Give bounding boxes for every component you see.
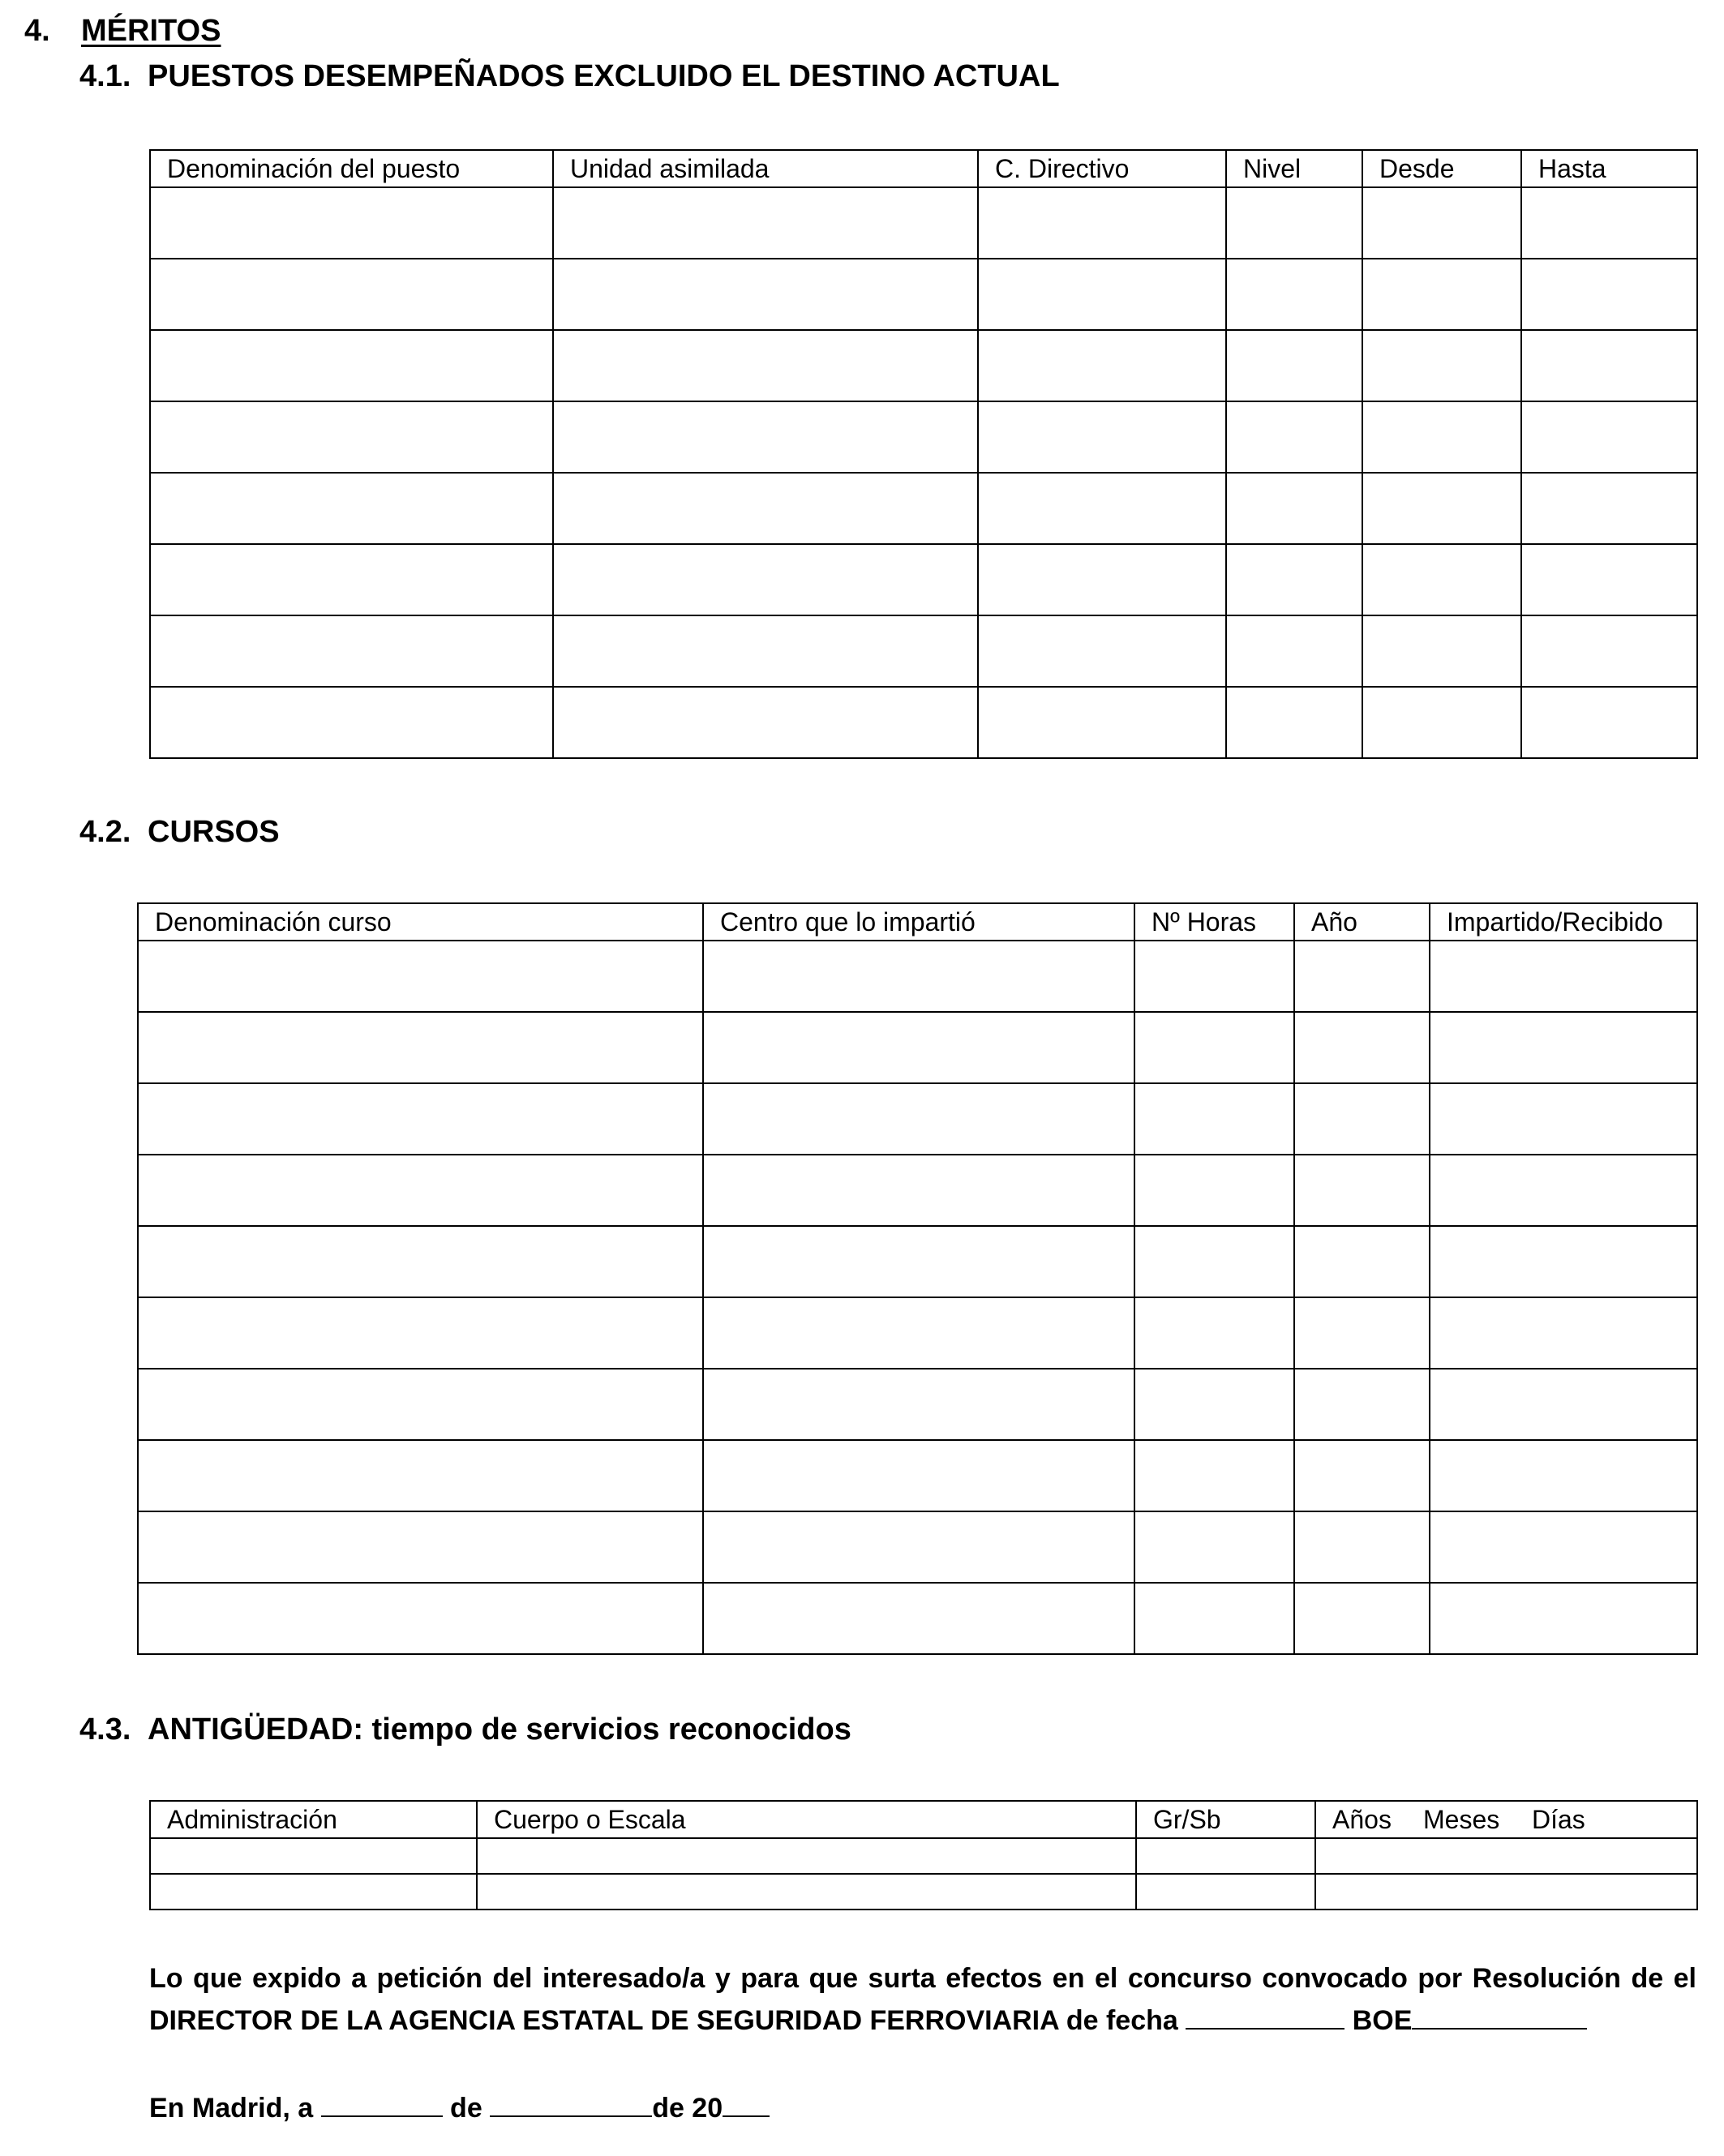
column-header: Desde <box>1362 150 1521 187</box>
column-header: Hasta <box>1521 150 1697 187</box>
table-cell[interactable] <box>150 687 553 758</box>
table-cell[interactable] <box>1315 1838 1697 1874</box>
table-cell[interactable] <box>1294 1440 1430 1511</box>
subsection-heading-4-2 <box>79 814 280 850</box>
table-cell[interactable] <box>138 1583 703 1654</box>
table-cell[interactable] <box>1362 401 1521 473</box>
year-prefix-label: de 20 <box>652 2093 723 2124</box>
table-cell[interactable] <box>978 473 1226 544</box>
subsection-heading-4-3 <box>79 1712 851 1747</box>
table-cell[interactable] <box>1430 941 1697 1012</box>
day-blank-line[interactable] <box>321 2091 443 2117</box>
table-cell[interactable] <box>138 1511 703 1583</box>
seniority-table <box>149 1800 1698 1910</box>
table-cell[interactable] <box>150 544 553 615</box>
table-cell[interactable] <box>1226 473 1362 544</box>
table-cell[interactable] <box>1430 1583 1697 1654</box>
table-cell[interactable] <box>1294 941 1430 1012</box>
table-cell[interactable] <box>1294 1155 1430 1226</box>
table-cell[interactable] <box>553 473 978 544</box>
table-cell[interactable] <box>1226 401 1362 473</box>
column-header: C. Directivo <box>978 150 1226 187</box>
table-row <box>138 1511 1697 1583</box>
table-cell[interactable] <box>1226 544 1362 615</box>
subsection-number: 4.1. <box>79 59 131 93</box>
subsection-number: 4.2. <box>79 815 131 849</box>
table-cell[interactable] <box>150 401 553 473</box>
seniority-table-body <box>150 1838 1697 1910</box>
table-cell[interactable] <box>1430 1226 1697 1297</box>
table-cell[interactable] <box>553 615 978 687</box>
column-header: Año <box>1294 903 1430 941</box>
table-row <box>138 1226 1697 1297</box>
table-cell[interactable] <box>703 1440 1134 1511</box>
column-header: Administración <box>150 1801 477 1838</box>
table-cell[interactable] <box>477 1838 1136 1874</box>
table-cell[interactable] <box>1134 1511 1294 1583</box>
table-cell[interactable] <box>703 1083 1134 1155</box>
table-row <box>150 687 1697 758</box>
table-cell[interactable] <box>138 1440 703 1511</box>
table-cell[interactable] <box>138 941 703 1012</box>
table-cell[interactable] <box>1362 330 1521 401</box>
table-cell[interactable] <box>703 1369 1134 1440</box>
table-cell[interactable] <box>477 1874 1136 1910</box>
table-cell[interactable] <box>1294 1583 1430 1654</box>
table-cell[interactable] <box>150 473 553 544</box>
table-cell[interactable] <box>1294 1226 1430 1297</box>
table-cell[interactable] <box>1134 1297 1294 1369</box>
table-cell[interactable] <box>1430 1511 1697 1583</box>
table-cell[interactable] <box>703 1226 1134 1297</box>
table-cell[interactable] <box>1362 187 1521 259</box>
table-header-row <box>150 1801 1697 1838</box>
column-header: Gr/Sb <box>1136 1801 1315 1838</box>
table-row <box>150 187 1697 259</box>
table-cell[interactable] <box>1294 1012 1430 1083</box>
subsection-title: ANTIGÜEDAD: tiempo de servicios reconocidos <box>148 1712 851 1747</box>
table-header-row <box>150 150 1697 187</box>
months-label: Meses <box>1423 1804 1500 1834</box>
table-cell[interactable] <box>138 1226 703 1297</box>
table-cell[interactable] <box>1134 1369 1294 1440</box>
table-cell[interactable] <box>1430 1440 1697 1511</box>
table-cell[interactable] <box>1134 1083 1294 1155</box>
section-heading <box>24 13 221 49</box>
table-cell[interactable] <box>1430 1012 1697 1083</box>
table-cell[interactable] <box>978 401 1226 473</box>
table-cell[interactable] <box>150 330 553 401</box>
courses-table <box>137 902 1698 1655</box>
subsection-number: 4.3. <box>79 1712 131 1747</box>
table-row <box>150 259 1697 330</box>
certification-text <box>149 1957 1696 2042</box>
place-label: En Madrid, a <box>149 2093 314 2124</box>
table-cell[interactable] <box>1521 259 1697 330</box>
table-cell[interactable] <box>1134 1440 1294 1511</box>
table-cell[interactable] <box>1294 1297 1430 1369</box>
column-header: Impartido/Recibido <box>1430 903 1697 941</box>
table-cell[interactable] <box>553 401 978 473</box>
table-cell[interactable] <box>978 259 1226 330</box>
column-header: Nº Horas <box>1134 903 1294 941</box>
table-cell[interactable] <box>703 1012 1134 1083</box>
table-cell[interactable] <box>138 1297 703 1369</box>
table-cell[interactable] <box>1430 1369 1697 1440</box>
table-cell[interactable] <box>1521 687 1697 758</box>
table-cell[interactable] <box>1294 1369 1430 1440</box>
table-cell[interactable] <box>1362 544 1521 615</box>
table-cell[interactable] <box>1134 1583 1294 1654</box>
column-header: Unidad asimilada <box>553 150 978 187</box>
subsection-heading-4-1 <box>79 58 1060 94</box>
table-row <box>138 1297 1697 1369</box>
table-row <box>138 1083 1697 1155</box>
table-cell[interactable] <box>1226 259 1362 330</box>
table-cell[interactable] <box>1521 330 1697 401</box>
column-header: Denominación del puesto <box>150 150 553 187</box>
table-cell[interactable] <box>1521 615 1697 687</box>
table-cell[interactable] <box>703 1155 1134 1226</box>
positions-table <box>149 149 1698 759</box>
table-cell[interactable] <box>138 1083 703 1155</box>
table-cell[interactable] <box>138 1369 703 1440</box>
month-blank-line[interactable] <box>490 2091 652 2117</box>
table-cell[interactable] <box>1430 1083 1697 1155</box>
table-cell[interactable] <box>978 330 1226 401</box>
table-row <box>150 544 1697 615</box>
column-header: Nivel <box>1226 150 1362 187</box>
table-cell[interactable] <box>150 1874 477 1910</box>
table-cell[interactable] <box>1521 187 1697 259</box>
table-cell[interactable] <box>1136 1874 1315 1910</box>
table-cell[interactable] <box>553 687 978 758</box>
table-cell[interactable] <box>553 259 978 330</box>
subsection-title: CURSOS <box>148 815 280 849</box>
table-cell[interactable] <box>1362 259 1521 330</box>
table-row <box>138 1440 1697 1511</box>
table-cell[interactable] <box>978 544 1226 615</box>
courses-table-body <box>138 941 1697 1654</box>
table-cell[interactable] <box>978 187 1226 259</box>
table-cell[interactable] <box>703 1297 1134 1369</box>
table-cell[interactable] <box>978 687 1226 758</box>
positions-table-body <box>150 187 1697 758</box>
table-cell[interactable] <box>703 1583 1134 1654</box>
certification-statement: Lo que expido a petición del interesado/a y para que surta efectos en el concurso convocado por Resolución de el DIRECTOR DE LA AGENCIA ESTATAL DE SEGURIDAD FERROVIARIA de fecha <box>149 1963 1696 2036</box>
table-cell[interactable] <box>150 615 553 687</box>
table-cell[interactable] <box>1521 401 1697 473</box>
place-date-line <box>149 2087 1696 2129</box>
subsection-title: PUESTOS DESEMPEÑADOS EXCLUIDO EL DESTINO ACTUAL <box>148 59 1060 93</box>
table-cell[interactable] <box>1226 187 1362 259</box>
date-blank-line[interactable] <box>1186 2004 1344 2030</box>
table-row <box>150 330 1697 401</box>
table-row <box>138 941 1697 1012</box>
table-cell[interactable] <box>1136 1838 1315 1874</box>
table-cell[interactable] <box>150 187 553 259</box>
table-cell[interactable] <box>1430 1155 1697 1226</box>
table-row <box>150 615 1697 687</box>
table-cell[interactable] <box>978 615 1226 687</box>
month-de-label: de <box>450 2093 482 2124</box>
boe-blank-line[interactable] <box>1412 2004 1587 2030</box>
table-row <box>150 401 1697 473</box>
days-label: Días <box>1532 1804 1585 1834</box>
table-row <box>138 1155 1697 1226</box>
table-cell[interactable] <box>1315 1874 1697 1910</box>
table-cell[interactable] <box>1134 1226 1294 1297</box>
table-row <box>150 1838 1697 1874</box>
table-cell[interactable] <box>553 544 978 615</box>
table-cell[interactable] <box>703 941 1134 1012</box>
year-blank-line[interactable] <box>723 2091 770 2117</box>
table-cell[interactable] <box>150 259 553 330</box>
table-cell[interactable] <box>1294 1083 1430 1155</box>
table-cell[interactable] <box>150 1838 477 1874</box>
table-cell[interactable] <box>1430 1297 1697 1369</box>
table-cell[interactable] <box>1362 473 1521 544</box>
table-cell[interactable] <box>1134 941 1294 1012</box>
table-cell[interactable] <box>1226 615 1362 687</box>
table-cell[interactable] <box>138 1155 703 1226</box>
table-cell[interactable] <box>1294 1511 1430 1583</box>
table-row <box>138 1369 1697 1440</box>
table-cell[interactable] <box>1134 1012 1294 1083</box>
table-cell[interactable] <box>1134 1155 1294 1226</box>
column-header: Denominación curso <box>138 903 703 941</box>
table-cell[interactable] <box>1362 687 1521 758</box>
table-row <box>138 1012 1697 1083</box>
table-header-row <box>138 903 1697 941</box>
column-header-time <box>1315 1801 1697 1838</box>
table-cell[interactable] <box>1226 687 1362 758</box>
table-row <box>150 1874 1697 1910</box>
table-cell[interactable] <box>553 187 978 259</box>
section-number: 4. <box>24 14 50 48</box>
table-cell[interactable] <box>1521 544 1697 615</box>
table-cell[interactable] <box>138 1012 703 1083</box>
table-cell[interactable] <box>703 1511 1134 1583</box>
table-cell[interactable] <box>1521 473 1697 544</box>
table-cell[interactable] <box>1362 615 1521 687</box>
table-row <box>138 1583 1697 1654</box>
column-header: Centro que lo impartió <box>703 903 1134 941</box>
table-row <box>150 473 1697 544</box>
section-title: MÉRITOS <box>81 14 221 48</box>
table-cell[interactable] <box>553 330 978 401</box>
boe-label: BOE <box>1352 2005 1413 2036</box>
column-header: Cuerpo o Escala <box>477 1801 1136 1838</box>
years-label: Años <box>1332 1804 1392 1834</box>
table-cell[interactable] <box>1226 330 1362 401</box>
